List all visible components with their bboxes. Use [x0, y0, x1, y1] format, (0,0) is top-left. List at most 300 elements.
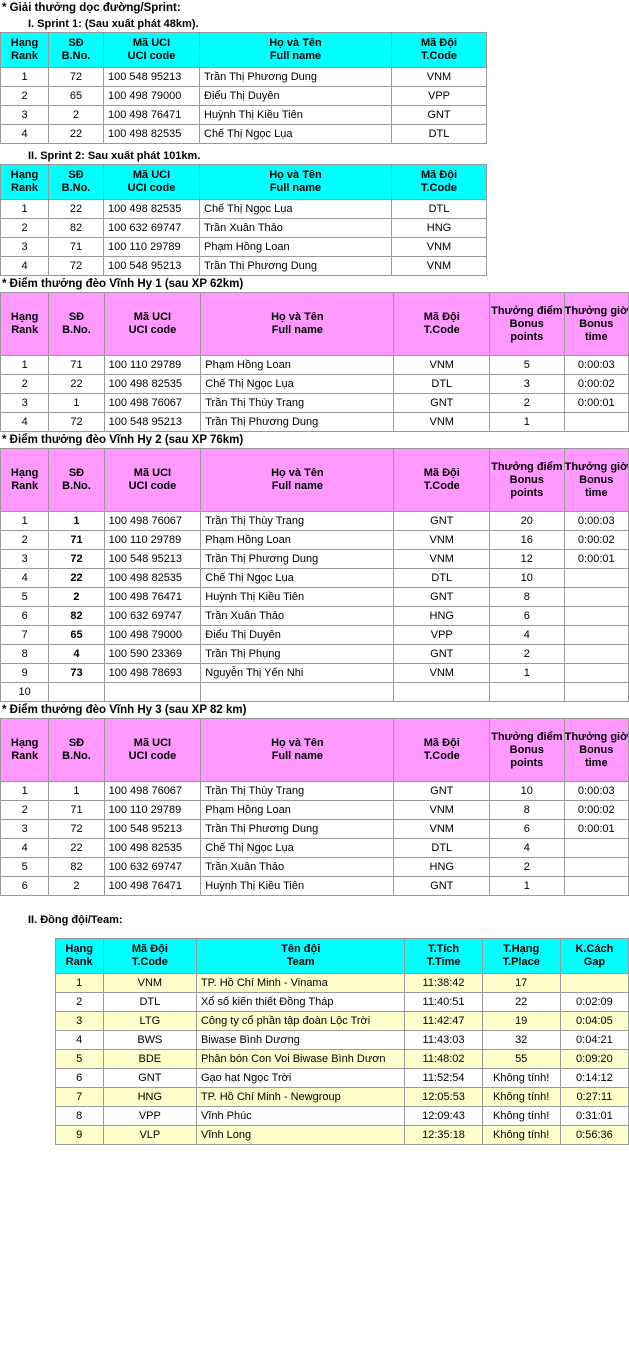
table-row: [0, 1107, 629, 1126]
col-uci-en: UCI code: [128, 324, 177, 336]
team-section-title: II. Đồng đội/Team:: [28, 914, 123, 926]
cell-points: 2: [490, 394, 564, 413]
cell-tcode: HNG: [103, 1088, 196, 1107]
cell-rank: 4: [1, 125, 49, 144]
table-row: [1, 257, 487, 276]
col-name-en: Full name: [269, 50, 322, 62]
cell-team: GNT: [394, 512, 490, 531]
cell-rank: 5: [55, 1050, 103, 1069]
table-row: [1, 87, 487, 106]
cell-team: GNT: [394, 645, 490, 664]
col-team-time-en: T.Time: [426, 956, 461, 968]
cell-rank: 6: [1, 607, 49, 626]
cell-ttime: 11:42:47: [405, 1012, 482, 1031]
table-row: [1, 238, 487, 257]
cell-ttime: 11:43:03: [405, 1031, 482, 1050]
table-row: [0, 1031, 629, 1050]
col-team-en: T.Code: [420, 182, 458, 194]
cell-uci: 100 548 95213: [104, 550, 201, 569]
cell-ttime: 11:48:02: [405, 1050, 482, 1069]
cell-time: 0:00:03: [564, 512, 628, 531]
cell-name: Điểu Thị Duyên: [201, 626, 394, 645]
col-team-rank: [55, 939, 103, 974]
table-row: [0, 1012, 629, 1031]
col-bno-en: B.No.: [62, 324, 91, 336]
row-gutter: [0, 1031, 55, 1050]
table-row: [0, 974, 629, 993]
table-header-row: [1, 719, 629, 782]
cell-team: VNM: [394, 801, 490, 820]
cell-uci: 100 548 95213: [104, 68, 200, 87]
team-table-gutter: [0, 939, 55, 974]
cell-gap: 0:56:36: [560, 1126, 628, 1145]
cell-bno: 72: [49, 413, 104, 432]
cell-time: 0:00:02: [564, 801, 628, 820]
col-rank-vi: Hạng: [10, 467, 39, 479]
table-row: [1, 645, 629, 664]
cell-time: [564, 664, 628, 683]
table-row: [0, 1069, 629, 1088]
cell-uci: 100 498 76471: [104, 588, 201, 607]
cell-time: 0:00:01: [564, 820, 628, 839]
col-team-name-en: Team: [286, 956, 315, 968]
table-row: [0, 1088, 629, 1107]
cell-bno: 71: [49, 356, 104, 375]
cell-team: VNM: [394, 413, 490, 432]
table-row: [1, 626, 629, 645]
col-team-code: [103, 939, 196, 974]
cell-team: VNM: [394, 820, 490, 839]
col-name: [200, 165, 392, 200]
cell-uci: 100 548 95213: [104, 257, 200, 276]
col-bonus-points-en1: Bonus: [509, 743, 544, 756]
cell-time: 0:00:02: [564, 531, 628, 550]
col-team: [394, 293, 490, 356]
cell-rank: 4: [1, 839, 49, 858]
col-bno: [49, 719, 104, 782]
cell-points: 6: [490, 607, 564, 626]
col-bno-vi: SĐ: [68, 169, 84, 181]
cell-rank: 5: [1, 588, 49, 607]
sprint2-body: [1, 200, 487, 276]
cell-rank: 2: [1, 219, 49, 238]
col-team-place-en: T.Place: [502, 956, 540, 968]
cell-rank: 10: [1, 683, 49, 702]
cell-rank: 1: [1, 782, 49, 801]
row-gutter: [0, 1088, 55, 1107]
col-uci-vi: Mã UCI: [133, 467, 172, 479]
col-bonus-points-en2: points: [510, 330, 544, 343]
table-row: [0, 993, 629, 1012]
col-rank: [1, 33, 49, 68]
table-row: [1, 664, 629, 683]
table-row: [1, 125, 487, 144]
cell-ttime: 11:38:42: [405, 974, 482, 993]
cell-uci: 100 110 29789: [104, 531, 201, 550]
cell-rank: 3: [1, 238, 49, 257]
col-uci: [104, 165, 200, 200]
cell-gap: 0:09:20: [560, 1050, 628, 1069]
col-name: [201, 719, 394, 782]
cell-rank: 2: [1, 531, 49, 550]
table-row: [1, 877, 629, 896]
col-team-gap-vi: K.Cách: [575, 943, 614, 955]
cell-gap: 0:31:01: [560, 1107, 628, 1126]
cell-ttime: 11:52:54: [405, 1069, 482, 1088]
cell-points: 6: [490, 820, 564, 839]
team-table: [0, 938, 629, 1145]
cell-team: GNT: [394, 877, 490, 896]
cell-time: [564, 683, 628, 702]
cell-team-name: Xổ số kiến thiết Đồng Tháp: [196, 993, 404, 1012]
col-bonus-time-vi: Thưởng giờ: [564, 730, 628, 743]
row-gutter: [0, 974, 55, 993]
col-uci-vi: Mã UCI: [132, 169, 171, 181]
cell-rank: 5: [1, 858, 49, 877]
col-bonus-time: [564, 293, 628, 356]
table-row: [1, 839, 629, 858]
cell-rank: 2: [1, 375, 49, 394]
cell-points: 20: [490, 512, 564, 531]
cell-points: 1: [490, 664, 564, 683]
cell-bno: 71: [49, 801, 104, 820]
col-team-vi: Mã Đội: [420, 169, 458, 181]
table-row: [1, 569, 629, 588]
col-bno: [49, 33, 104, 68]
table-row: [1, 550, 629, 569]
col-bonus-time-en2: time: [584, 330, 608, 343]
col-team-name: [196, 939, 404, 974]
col-rank: [1, 719, 49, 782]
col-uci-en: UCI code: [127, 50, 176, 62]
col-rank-en: Rank: [11, 182, 38, 194]
col-rank: [1, 449, 49, 512]
cell-tcode: DTL: [103, 993, 196, 1012]
cell-uci: 100 498 82535: [104, 125, 200, 144]
col-name-vi: Họ và Tên: [271, 467, 324, 479]
col-bno-vi: SĐ: [68, 311, 85, 323]
col-bno: [49, 293, 104, 356]
col-bno-en: B.No.: [62, 480, 91, 492]
row-gutter: [0, 1012, 55, 1031]
col-bonus-time-vi: Thưởng giờ: [564, 304, 628, 317]
cell-ttime: 12:35:18: [405, 1126, 482, 1145]
col-bonus-time-en1: Bonus: [579, 317, 614, 330]
table-row: [1, 106, 487, 125]
cell-name: Trần Thị Thùy Trang: [201, 782, 394, 801]
cell-bno: 65: [49, 87, 104, 106]
cell-points: 2: [490, 645, 564, 664]
cell-bno: 4: [49, 645, 104, 664]
col-team-gap: [560, 939, 628, 974]
col-bonus-time-en1: Bonus: [579, 473, 614, 486]
cell-team: VNM: [394, 356, 490, 375]
col-bno-vi: SĐ: [68, 467, 85, 479]
cell-tplace: 19: [482, 1012, 560, 1031]
col-team-en: T.Code: [423, 480, 460, 492]
cell-tcode: LTG: [103, 1012, 196, 1031]
cell-uci: 100 632 69747: [104, 219, 200, 238]
col-rank-vi: Hạng: [10, 737, 39, 749]
col-rank-en: Rank: [11, 50, 38, 62]
cell-points: 10: [490, 569, 564, 588]
col-bno-en: B.No.: [61, 182, 91, 194]
col-team-time-vi: T.Tích: [427, 943, 460, 955]
col-team-place: [482, 939, 560, 974]
cell-ttime: 11:40:51: [405, 993, 482, 1012]
cell-uci: 100 548 95213: [104, 820, 201, 839]
cell-uci: 100 110 29789: [104, 238, 200, 257]
cell-uci: 100 498 76067: [104, 394, 201, 413]
table-row: [1, 356, 629, 375]
col-bno: [49, 165, 104, 200]
cell-team: GNT: [394, 394, 490, 413]
col-name-en: Full name: [271, 480, 324, 492]
cell-rank: 1: [1, 356, 49, 375]
hy3-title: * Điểm thưởng đèo Vĩnh Hy 3 (sau XP 82 km): [2, 704, 247, 716]
col-rank-en: Rank: [11, 480, 39, 492]
cell-bno: 72: [49, 820, 104, 839]
cell-uci: 100 548 95213: [104, 413, 201, 432]
table-row: [1, 588, 629, 607]
cell-points: 12: [490, 550, 564, 569]
cell-bno: 22: [49, 569, 104, 588]
sprint1-table: [0, 32, 487, 144]
col-uci: [104, 719, 201, 782]
hy2-body: [1, 512, 629, 702]
col-team-vi: Mã Đội: [420, 37, 458, 49]
sprint1-body: [1, 68, 487, 144]
cell-rank: 4: [1, 413, 49, 432]
col-bno-vi: SĐ: [68, 737, 85, 749]
col-team-rank-vi: Hạng: [65, 943, 93, 955]
cell-name: Trần Xuân Thảo: [201, 607, 394, 626]
cell-points: 2: [490, 858, 564, 877]
cell-uci: 100 498 79000: [104, 87, 200, 106]
col-team-name-vi: Tên đội: [281, 943, 321, 955]
col-rank-en: Rank: [11, 324, 39, 336]
cell-tcode: VLP: [103, 1126, 196, 1145]
col-team: [394, 719, 490, 782]
col-team-place-vi: T.Hạng: [503, 943, 540, 955]
col-team: [394, 449, 490, 512]
cell-tcode: VPP: [103, 1107, 196, 1126]
cell-bno: 65: [49, 626, 104, 645]
cell-uci: 100 632 69747: [104, 858, 201, 877]
col-name-vi: Họ và Tên: [271, 311, 324, 323]
col-uci: [104, 33, 200, 68]
cell-ttime: 12:09:43: [405, 1107, 482, 1126]
cell-tcode: BDE: [103, 1050, 196, 1069]
cell-rank: 1: [1, 68, 49, 87]
col-bonus-points-en1: Bonus: [509, 317, 544, 330]
cell-team-name: Công ty cổ phần tập đoàn Lộc Trời: [196, 1012, 404, 1031]
cell-bno: 82: [49, 858, 104, 877]
col-uci-vi: Mã UCI: [133, 737, 172, 749]
cell-name: Trần Thị Phương Dung: [201, 550, 394, 569]
cell-points: 8: [490, 801, 564, 820]
col-name-vi: Họ và Tên: [269, 169, 322, 181]
cell-rank: 7: [1, 626, 49, 645]
cell-bno: 72: [49, 68, 104, 87]
cell-bno: 2: [49, 106, 104, 125]
col-rank-vi: Hạng: [10, 311, 39, 323]
cell-team: GNT: [392, 106, 487, 125]
cell-uci: [104, 683, 201, 702]
cell-rank: 3: [1, 820, 49, 839]
cell-tplace: Không tính!: [482, 1088, 560, 1107]
col-bno-vi: SĐ: [68, 37, 84, 49]
cell-points: 5: [490, 356, 564, 375]
row-gutter: [0, 1107, 55, 1126]
col-bonus-time-en1: Bonus: [579, 743, 614, 756]
cell-time: [564, 413, 628, 432]
col-team-code-vi: Mã Đội: [131, 943, 168, 955]
cell-uci: 100 498 78693: [104, 664, 201, 683]
cell-gap: 0:04:05: [560, 1012, 628, 1031]
team-body: [0, 974, 629, 1145]
cell-bno: 1: [49, 782, 104, 801]
cell-name: Huỳnh Thị Kiều Tiên: [200, 106, 392, 125]
cell-points: 10: [490, 782, 564, 801]
cell-name: Trần Xuân Thảo: [201, 858, 394, 877]
cell-rank: 4: [55, 1031, 103, 1050]
col-bonus-time: [564, 719, 628, 782]
cell-name: Trần Thị Phương Dung: [200, 68, 392, 87]
cell-team: DTL: [392, 125, 487, 144]
cell-team: [394, 683, 490, 702]
col-name-vi: Họ và Tên: [269, 37, 322, 49]
table-row: [1, 200, 487, 219]
col-uci-en: UCI code: [127, 182, 176, 194]
table-row: [1, 782, 629, 801]
cell-tplace: Không tính!: [482, 1069, 560, 1088]
cell-bno: 2: [49, 588, 104, 607]
cell-points: 4: [490, 839, 564, 858]
cell-tplace: 32: [482, 1031, 560, 1050]
cell-time: [564, 588, 628, 607]
cell-uci: 100 498 76067: [104, 512, 201, 531]
cell-name: Trần Thị Thùy Trang: [201, 512, 394, 531]
cell-name: Chế Thị Ngọc Lụa: [201, 375, 394, 394]
col-uci-vi: Mã UCI: [132, 37, 171, 49]
cell-tplace: 55: [482, 1050, 560, 1069]
cell-team: VNM: [394, 550, 490, 569]
cell-time: 0:00:01: [564, 550, 628, 569]
col-name-en: Full name: [271, 324, 324, 336]
cell-rank: 3: [1, 550, 49, 569]
cell-rank: 2: [1, 87, 49, 106]
cell-uci: 100 498 79000: [104, 626, 201, 645]
cell-time: 0:00:02: [564, 375, 628, 394]
table-header-row: [1, 449, 629, 512]
cell-uci: 100 498 82535: [104, 569, 201, 588]
cell-time: [564, 569, 628, 588]
cell-rank: 9: [55, 1126, 103, 1145]
cell-points: 16: [490, 531, 564, 550]
cell-team: GNT: [394, 782, 490, 801]
cell-tplace: Không tính!: [482, 1126, 560, 1145]
cell-team: VPP: [392, 87, 487, 106]
cell-rank: 2: [1, 801, 49, 820]
cell-rank: 4: [1, 257, 49, 276]
cell-bno: 73: [49, 664, 104, 683]
cell-team: HNG: [394, 858, 490, 877]
col-bno: [49, 449, 104, 512]
cell-rank: 8: [1, 645, 49, 664]
col-bonus-points-en2: points: [510, 486, 544, 499]
table-row: [1, 801, 629, 820]
col-team-vi: Mã Đội: [423, 467, 460, 479]
cell-time: [564, 877, 628, 896]
cell-gap: 0:02:09: [560, 993, 628, 1012]
col-bonus-time: [564, 449, 628, 512]
cell-bno: 82: [49, 607, 104, 626]
cell-name: Chế Thị Ngọc Lụa: [201, 569, 394, 588]
cell-team-name: Biwase Bình Dương: [196, 1031, 404, 1050]
table-header-row: [1, 165, 487, 200]
col-rank-vi: Hạng: [10, 37, 39, 49]
cell-gap: 0:14:12: [560, 1069, 628, 1088]
cell-name: Trần Xuân Thảo: [200, 219, 392, 238]
col-bonus-points: [490, 449, 564, 512]
cell-team-name: Gạo hạt Ngọc Trời: [196, 1069, 404, 1088]
cell-team: VNM: [394, 664, 490, 683]
cell-bno: 22: [49, 839, 104, 858]
table-row: [1, 375, 629, 394]
col-team-code-en: T.Code: [131, 956, 168, 968]
col-name-en: Full name: [269, 182, 322, 194]
cell-team: DTL: [394, 375, 490, 394]
cell-bno: 1: [49, 512, 104, 531]
cell-name: Trần Thị Phương Dung: [201, 820, 394, 839]
cell-bno: [49, 683, 104, 702]
cell-bno: 72: [49, 257, 104, 276]
col-team-vi: Mã Đội: [423, 737, 460, 749]
cell-team: DTL: [394, 569, 490, 588]
table-row: [1, 683, 629, 702]
col-bno-en: B.No.: [61, 50, 91, 62]
cell-name: [201, 683, 394, 702]
col-uci-en: UCI code: [128, 750, 177, 762]
table-row: [1, 394, 629, 413]
cell-team: VNM: [392, 257, 487, 276]
cell-rank: 6: [55, 1069, 103, 1088]
cell-team: VNM: [394, 531, 490, 550]
cell-name: Trần Thị Thùy Trang: [201, 394, 394, 413]
col-bonus-points: [490, 719, 564, 782]
cell-uci: 100 498 76471: [104, 877, 201, 896]
sprint1-title: I. Sprint 1: (Sau xuất phát 48km).: [28, 18, 199, 30]
hy2-title: * Điểm thưởng đèo Vĩnh Hy 2 (sau XP 76km): [2, 434, 244, 446]
cell-name: Điểu Thị Duyên: [200, 87, 392, 106]
row-gutter: [0, 1050, 55, 1069]
cell-points: [490, 683, 564, 702]
cell-team: VNM: [392, 68, 487, 87]
cell-team-name: TP. Hồ Chí Minh - Vinama: [196, 974, 404, 993]
cell-bno: 22: [49, 125, 104, 144]
col-rank-vi: Hạng: [10, 169, 39, 181]
cell-team: HNG: [394, 607, 490, 626]
row-gutter: [0, 1126, 55, 1145]
col-name: [201, 293, 394, 356]
cell-bno: 71: [49, 531, 104, 550]
cell-rank: 3: [1, 394, 49, 413]
col-bonus-time-en2: time: [584, 486, 608, 499]
col-rank: [1, 293, 49, 356]
cell-tcode: VNM: [103, 974, 196, 993]
hy2-table: [0, 448, 629, 702]
